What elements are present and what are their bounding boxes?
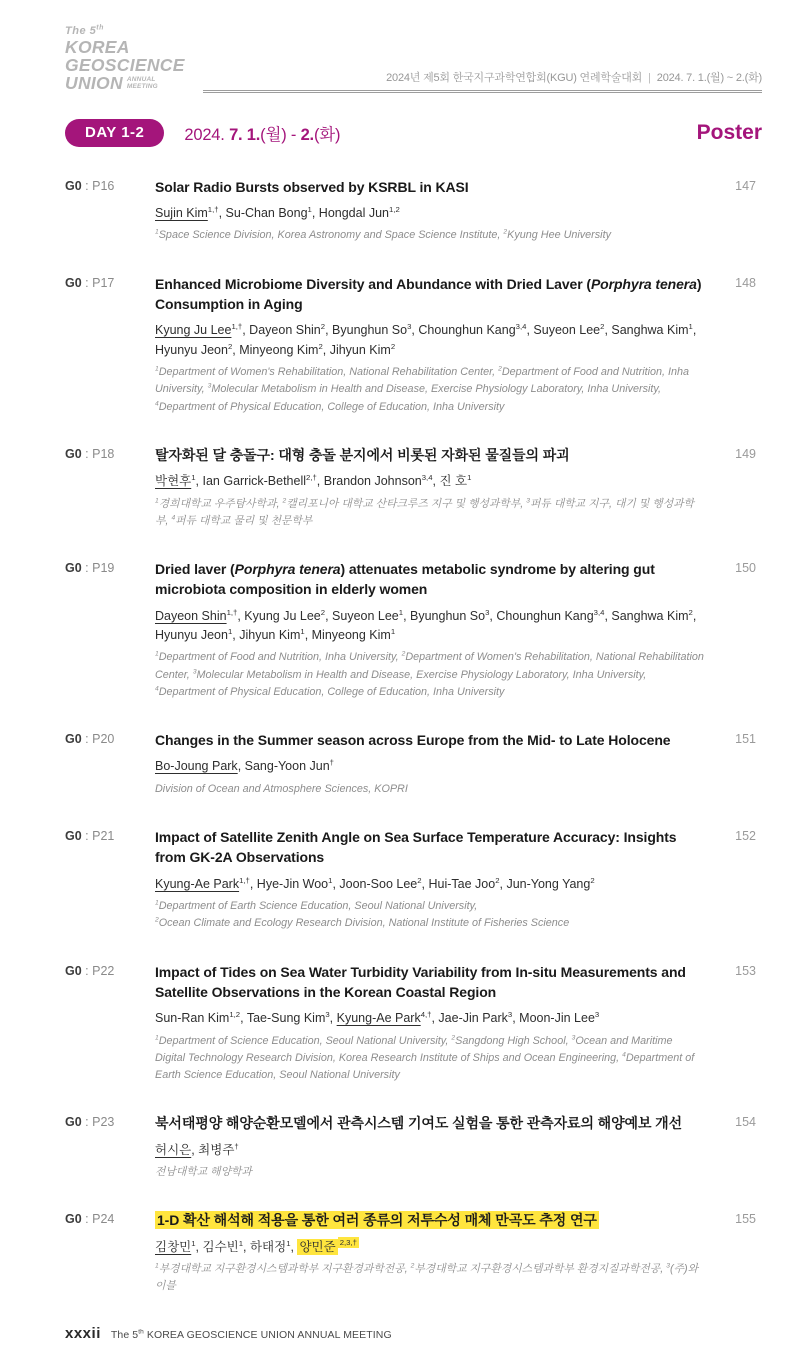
entry-code-sep: : — [81, 732, 93, 747]
entry-code-num: P23 — [92, 1115, 115, 1130]
entry-title: 1-D 확산 해석해 적용을 통한 여러 종류의 저투수성 매체 만곡도 추정 연구 — [157, 1212, 597, 1229]
entry-title: 북서태평양 해양순환모델에서 관측시스템 기여도 실험을 통한 관측자료의 해양예보 개선 — [155, 1115, 683, 1132]
entry-code — [65, 1113, 155, 1181]
entry-affiliations: $^1$Department of Women's Rehabilitation, National Rehabilitation Center, $^2$Department of Food and Nutrition, Inha University, $^3$Molecular Metabolism in Health and Disease, Exercise Physiology Laboratory, Inha University, $^4$Department of Physical Education, College of Education, Inha University — [155, 365, 690, 413]
session-date: 2024. 7. 1.(월) - 2.(화) — [184, 125, 341, 144]
entry-title: Solar Radio Bursts observed by KSRBL in KASI — [155, 178, 469, 195]
day-badge: DAY 1-2 — [65, 119, 164, 147]
entry-code-group: G0 — [65, 446, 82, 461]
entry-code — [65, 177, 155, 245]
logo-edition: The 5th — [65, 24, 104, 37]
entry-affiliations: $^1$Department of Science Education, Seoul National University, $^2$Sangdong High School, $^3$Ocean and Maritime Digital Technology Research Division, Korea Research Institute of Ships and Ocean Engineering, $^4$Department of Earth Science Education, Seoul National University — [155, 1033, 695, 1082]
entry-code — [65, 962, 155, 1085]
poster-entry — [65, 445, 762, 530]
entry-title: Enhanced Microbiome Diversity and Abundance with Dried Laver (Porphyra tenera) Consumption in Aging — [155, 275, 702, 312]
entry-body — [155, 730, 722, 798]
conference-meta — [203, 69, 762, 85]
entry-code-num: P24 — [92, 1212, 115, 1227]
entry-title: Dried laver (Porphyra tenera) attenuates metabolic syndrome by altering gut microbiota composition in elderly women — [155, 561, 655, 598]
entry-title: Impact of Satellite Zenith Angle on Sea Surface Temperature Accuracy: Insights from GK-2A Observations — [155, 829, 677, 866]
entry-code — [65, 559, 155, 701]
entry-body — [155, 1210, 722, 1295]
entry-body — [155, 445, 722, 530]
entry-code-group: G0 — [65, 178, 82, 193]
entry-body — [155, 177, 722, 245]
entry-code-sep: : — [81, 963, 93, 978]
entry-code-group: G0 — [65, 732, 82, 747]
page-header — [65, 26, 762, 93]
poster-entry — [65, 827, 762, 933]
entry-code-num: P22 — [92, 963, 115, 978]
entry-page-number: 150 — [735, 561, 756, 576]
entry-authors: Sujin Kim$^{1,\dagger}$, Su-Chan Bong$^1$, Hongdal Jun$^{1,2}$ — [155, 204, 400, 221]
entry-code-group: G0 — [65, 1115, 82, 1130]
poster-list — [65, 177, 762, 1325]
entry-body — [155, 962, 722, 1085]
entry-code — [65, 274, 155, 416]
entry-code-num: P20 — [92, 732, 115, 747]
entry-code-group: G0 — [65, 829, 82, 844]
entry-code-sep: : — [81, 1212, 93, 1227]
section-bar — [65, 119, 762, 147]
entry-title: Impact of Tides on Sea Water Turbidity Variability from In-situ Measurements and Satellite Observations in the Korean Coastal Region — [155, 963, 686, 1000]
entry-body — [155, 274, 722, 416]
page-footer — [65, 1325, 762, 1348]
entry-affiliations: $^1$부경대학교 지구환경시스템과학부 지구환경과학전공, $^2$부경대학교 지구환경시스템과학부 환경지질과학전공, $^3$(주)와이블 — [155, 1262, 699, 1293]
poster-entry — [65, 274, 762, 416]
entry-code-num: P17 — [92, 275, 115, 290]
poster-entry — [65, 1210, 762, 1295]
entry-body — [155, 559, 722, 701]
entry-code-group: G0 — [65, 1212, 82, 1227]
entry-affiliations: $^1$경희대학교 우주탐사학과, $^2$캘리포니아 대학교 산타크루즈 지구 및 행성과학부, $^3$퍼듀 대학교 지구, 대기 및 행성과학부, $^4$퍼듀 대학교 물리 및 천문학부 — [155, 496, 694, 527]
header-rule — [203, 90, 762, 93]
entry-code-sep: : — [81, 1115, 93, 1130]
footer-page-number: xxxii — [65, 1324, 101, 1342]
entry-page-number: 149 — [735, 446, 756, 461]
entry-code-sep: : — [81, 561, 93, 576]
entry-authors: 박현후$^1$, Ian Garrick-Bethell$^{2,\dagger}$, Brandon Johnson$^{3,4}$, 진 호$^1$ — [155, 472, 472, 489]
poster-entry — [65, 559, 762, 701]
logo-line-union: UNION ANNUAL MEETING — [65, 72, 158, 93]
entry-code-num: P16 — [92, 178, 115, 193]
entry-code-num: P21 — [92, 829, 115, 844]
poster-entry — [65, 1113, 762, 1181]
entry-code-num: P19 — [92, 561, 115, 576]
conference-dates: 2024. 7. 1.(월) ~ 2.(화) — [656, 71, 762, 84]
footer-meeting-name: The 5th KOREA GEOSCIENCE UNION ANNUAL MEETING — [110, 1328, 392, 1341]
entry-title: 탈자화된 달 충돌구: 대형 충돌 분지에서 비롯된 자화된 물질들의 파괴 — [155, 446, 570, 463]
entry-affiliations: $^1$Department of Earth Science Education, Seoul National University, $^2$Ocean Climate and Ecology Research Division, National Institute of Fisheries Science — [155, 899, 570, 930]
entry-body — [155, 827, 722, 933]
entry-code — [65, 445, 155, 530]
entry-affiliations: $^1$Department of Food and Nutrition, Inha University, $^2$Department of Women's Rehabilitation, National Rehabilitation Center, $^3$Molecular Metabolism in Health and Disease, Exercise Physiology Laboratory, Inha University, $^4$Department of Physical Education, College of Education, Inha University — [155, 650, 704, 698]
header-right — [203, 26, 762, 93]
entry-affiliations: 전남대학교 해양학과 — [155, 1166, 252, 1179]
entry-body — [155, 1113, 722, 1181]
entry-authors: Kyung-Ae Park$^{1,\dagger}$, Hye-Jin Woo$^1$, Joon-Soo Lee$^2$, Hui-Tae Joo$^2$, Jun-Yong Yang$^2$ — [155, 875, 595, 891]
entry-code-group: G0 — [65, 963, 82, 978]
logo-line-geoscience: GEOSCIENCE — [65, 55, 185, 76]
meta-divider: | — [648, 71, 651, 84]
entry-page-number: 154 — [735, 1115, 756, 1130]
entry-authors: Kyung Ju Lee$^{1,\dagger}$, Dayeon Shin$^2$, Byunghun So$^3$, Chounghun Kang$^{3,4}$, Suyeon Lee$^2$, Sanghwa Kim$^1$, Hyunyu Jeon$^2$, Minyeong Kim$^2$, Jihyun Kim$^2$ — [155, 322, 697, 357]
logo-line-korea: KOREA — [65, 37, 130, 58]
entry-code-sep: : — [81, 829, 93, 844]
entry-page-number: 153 — [735, 963, 756, 978]
entry-code-sep: : — [81, 446, 93, 461]
entry-affiliations: Division of Ocean and Atmosphere Sciences, KOPRI — [155, 782, 408, 795]
poster-section-label: Poster — [696, 120, 762, 144]
entry-authors: Dayeon Shin$^{1,\dagger}$, Kyung Ju Lee$^2$, Suyeon Lee$^1$, Byunghun So$^3$, Chounghun Kang$^{3,4}$, Sanghwa Kim$^2$, Hyunyu Jeon$^1$, Jihyun Kim$^1$, Minyeong Kim$^1$ — [155, 607, 697, 642]
entry-authors: 김창민$^1$, 김수빈$^1$, 하태정$^1$, 양민준 $^{2,3,\dagger}$ — [155, 1238, 357, 1254]
entry-code — [65, 1210, 155, 1295]
entry-code-sep: : — [81, 275, 93, 290]
entry-authors: Bo-Joung Park, Sang-Yoon Jun† — [155, 758, 334, 774]
kgu-logo — [65, 26, 203, 93]
entry-page-number: 155 — [735, 1212, 756, 1227]
entry-code-group: G0 — [65, 275, 82, 290]
entry-page-number: 151 — [735, 732, 756, 747]
entry-affiliations: $^1$Space Science Division, Korea Astronomy and Space Science Institute, $^2$Kyung Hee University — [155, 228, 611, 242]
entry-authors: Sun-Ran Kim$^{1,2}$, Tae-Sung Kim$^3$, Kyung-Ae Park$^{4,\dagger}$, Jae-Jin Park$^3$, Moon-Jin Lee$^3$ — [155, 1010, 600, 1026]
entry-code — [65, 730, 155, 798]
poster-entry — [65, 730, 762, 798]
conference-title: 2024년 제5회 한국지구과학연합회(KGU) 연례학술대회 — [386, 71, 643, 84]
entry-page-number: 152 — [735, 829, 756, 844]
entry-code-sep: : — [81, 178, 93, 193]
entry-page-number: 147 — [735, 178, 756, 193]
poster-entry — [65, 177, 762, 245]
entry-authors: 허시은, 최병주† — [155, 1141, 239, 1157]
entry-code-group: G0 — [65, 561, 82, 576]
entry-code — [65, 827, 155, 933]
entry-page-number: 148 — [735, 275, 756, 290]
entry-code-num: P18 — [92, 446, 115, 461]
entry-title: Changes in the Summer season across Europe from the Mid- to Late Holocene — [155, 732, 671, 749]
logo-annual-meeting: ANNUAL MEETING — [126, 76, 158, 90]
poster-entry — [65, 962, 762, 1085]
